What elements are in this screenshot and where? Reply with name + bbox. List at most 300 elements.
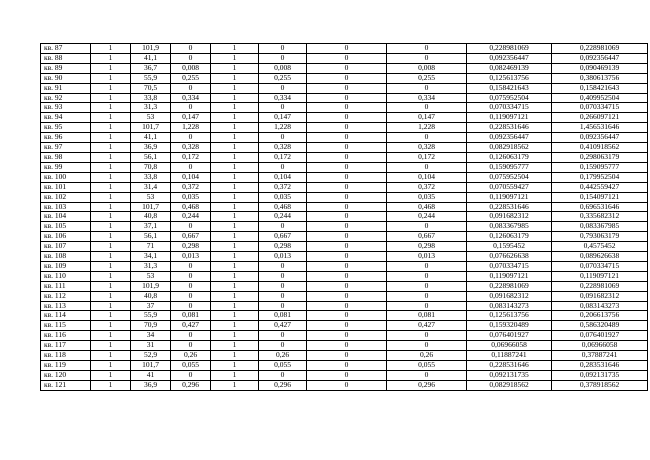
col-2-cell: 1: [91, 222, 131, 232]
col-4-cell: 0,147: [171, 113, 211, 123]
area-cell: 101,7: [131, 202, 171, 212]
col-6-cell: 0,372: [259, 182, 307, 192]
col-9-cell: 0,119097121: [467, 271, 552, 281]
table-row: [41, 162, 648, 172]
col-7-cell: 0: [307, 172, 387, 182]
col-5-cell: 1: [211, 281, 259, 291]
col-8-cell: 0,427: [387, 321, 467, 331]
col-8-cell: 0: [387, 222, 467, 232]
col-8-cell: 0,255: [387, 73, 467, 83]
col-5-cell: 1: [211, 370, 259, 380]
col-8-cell: 0,081: [387, 311, 467, 321]
total-cell: 0,4575452: [552, 242, 648, 252]
col-4-cell: 0: [171, 301, 211, 311]
col-9-cell: 0,1595452: [467, 242, 552, 252]
col-6-cell: 1,228: [259, 123, 307, 133]
area-cell: 56,1: [131, 232, 171, 242]
apartment-cell: кв. 100: [41, 172, 91, 182]
col-9-cell: 0,092356447: [467, 53, 552, 63]
area-cell: 31,4: [131, 182, 171, 192]
area-cell: 70,9: [131, 321, 171, 331]
area-cell: 31,3: [131, 261, 171, 271]
col-8-cell: 0,372: [387, 182, 467, 192]
col-7-cell: 0: [307, 370, 387, 380]
apartment-cell: кв. 118: [41, 351, 91, 361]
area-cell: 55,9: [131, 73, 171, 83]
total-cell: 0,158421643: [552, 83, 648, 93]
col-4-cell: 0,667: [171, 232, 211, 242]
col-9-cell: 0,091682312: [467, 212, 552, 222]
col-7-cell: 0: [307, 242, 387, 252]
col-8-cell: 0,26: [387, 351, 467, 361]
apartment-cell: кв. 92: [41, 93, 91, 103]
apartment-cell: кв. 90: [41, 73, 91, 83]
col-5-cell: 1: [211, 202, 259, 212]
col-7-cell: 0: [307, 44, 387, 54]
col-8-cell: 0,298: [387, 242, 467, 252]
col-4-cell: 0: [171, 261, 211, 271]
col-4-cell: 0: [171, 133, 211, 143]
col-6-cell: 0: [259, 44, 307, 54]
total-cell: 0,696531646: [552, 202, 648, 212]
col-8-cell: 0: [387, 103, 467, 113]
col-8-cell: 0,244: [387, 212, 467, 222]
col-9-cell: 0,06966058: [467, 341, 552, 351]
col-8-cell: 0,013: [387, 252, 467, 262]
col-7-cell: 0: [307, 152, 387, 162]
col-6-cell: 0,172: [259, 152, 307, 162]
total-cell: 0,070334715: [552, 261, 648, 271]
col-7-cell: 0: [307, 123, 387, 133]
col-6-cell: 0,328: [259, 143, 307, 153]
col-6-cell: 0: [259, 271, 307, 281]
col-2-cell: 1: [91, 252, 131, 262]
table-row: [41, 331, 648, 341]
apartment-cell: кв. 97: [41, 143, 91, 153]
col-7-cell: 0: [307, 321, 387, 331]
col-9-cell: 0,070334715: [467, 261, 552, 271]
col-2-cell: 1: [91, 152, 131, 162]
col-2-cell: 1: [91, 370, 131, 380]
col-4-cell: 0: [171, 281, 211, 291]
col-7-cell: 0: [307, 252, 387, 262]
table-row: [41, 93, 648, 103]
total-cell: 0,37887241: [552, 351, 648, 361]
col-2-cell: 1: [91, 261, 131, 271]
col-6-cell: 0,147: [259, 113, 307, 123]
col-7-cell: 0: [307, 113, 387, 123]
col-8-cell: 0,035: [387, 192, 467, 202]
col-4-cell: 0,26: [171, 351, 211, 361]
col-9-cell: 0,083367985: [467, 222, 552, 232]
col-6-cell: 0: [259, 291, 307, 301]
col-7-cell: 0: [307, 73, 387, 83]
col-7-cell: 0: [307, 93, 387, 103]
col-5-cell: 1: [211, 44, 259, 54]
col-4-cell: 0,427: [171, 321, 211, 331]
col-4-cell: 0: [171, 370, 211, 380]
area-cell: 36,7: [131, 63, 171, 73]
col-8-cell: 0,008: [387, 63, 467, 73]
col-5-cell: 1: [211, 162, 259, 172]
col-7-cell: 0: [307, 232, 387, 242]
col-6-cell: 0,334: [259, 93, 307, 103]
col-9-cell: 0,091682312: [467, 291, 552, 301]
apartment-cell: кв. 105: [41, 222, 91, 232]
col-6-cell: 0,667: [259, 232, 307, 242]
table-row: [41, 152, 648, 162]
col-6-cell: 0,055: [259, 361, 307, 371]
col-6-cell: 0,104: [259, 172, 307, 182]
col-5-cell: 1: [211, 291, 259, 301]
col-6-cell: 0: [259, 162, 307, 172]
col-2-cell: 1: [91, 83, 131, 93]
table-row: [41, 341, 648, 351]
col-2-cell: 1: [91, 73, 131, 83]
area-cell: 36,9: [131, 380, 171, 390]
area-cell: 41: [131, 370, 171, 380]
col-8-cell: 0,468: [387, 202, 467, 212]
col-5-cell: 1: [211, 103, 259, 113]
col-4-cell: 0: [171, 271, 211, 281]
col-9-cell: 0,125613756: [467, 311, 552, 321]
col-7-cell: 0: [307, 311, 387, 321]
apartment-cell: кв. 119: [41, 361, 91, 371]
apartment-cell: кв. 114: [41, 311, 91, 321]
col-6-cell: 0: [259, 83, 307, 93]
col-9-cell: 0,228531646: [467, 361, 552, 371]
table-row: [41, 212, 648, 222]
col-2-cell: 1: [91, 162, 131, 172]
col-7-cell: 0: [307, 351, 387, 361]
col-8-cell: 0: [387, 133, 467, 143]
table-row: [41, 351, 648, 361]
table-row: [41, 192, 648, 202]
col-5-cell: 1: [211, 252, 259, 262]
col-2-cell: 1: [91, 311, 131, 321]
table-row: [41, 271, 648, 281]
col-9-cell: 0,126063179: [467, 232, 552, 242]
col-9-cell: 0,126063179: [467, 152, 552, 162]
col-7-cell: 0: [307, 281, 387, 291]
table-row: [41, 63, 648, 73]
total-cell: 0,083367985: [552, 222, 648, 232]
col-6-cell: 0: [259, 341, 307, 351]
col-5-cell: 1: [211, 331, 259, 341]
table-row: [41, 83, 648, 93]
col-2-cell: 1: [91, 341, 131, 351]
total-cell: 0,586320489: [552, 321, 648, 331]
col-4-cell: 0: [171, 53, 211, 63]
col-7-cell: 0: [307, 380, 387, 390]
col-2-cell: 1: [91, 133, 131, 143]
apartment-cell: кв. 93: [41, 103, 91, 113]
col-9-cell: 0,228981069: [467, 44, 552, 54]
col-4-cell: 0: [171, 341, 211, 351]
col-4-cell: 0,035: [171, 192, 211, 202]
col-7-cell: 0: [307, 83, 387, 93]
apartment-cell: кв. 88: [41, 53, 91, 63]
total-cell: 0,409952504: [552, 93, 648, 103]
col-6-cell: 0,013: [259, 252, 307, 262]
col-4-cell: 0,296: [171, 380, 211, 390]
col-9-cell: 0,070334715: [467, 103, 552, 113]
col-7-cell: 0: [307, 291, 387, 301]
col-5-cell: 1: [211, 301, 259, 311]
col-8-cell: 0: [387, 261, 467, 271]
col-7-cell: 0: [307, 202, 387, 212]
total-cell: 0,159095777: [552, 162, 648, 172]
col-4-cell: 0,104: [171, 172, 211, 182]
area-cell: 36,9: [131, 143, 171, 153]
col-9-cell: 0,083143273: [467, 301, 552, 311]
area-cell: 70,5: [131, 83, 171, 93]
col-4-cell: 0,468: [171, 202, 211, 212]
total-cell: 0,119097121: [552, 271, 648, 281]
area-cell: 34: [131, 331, 171, 341]
col-9-cell: 0,092131735: [467, 370, 552, 380]
col-7-cell: 0: [307, 162, 387, 172]
col-5-cell: 1: [211, 261, 259, 271]
col-9-cell: 0,075952504: [467, 172, 552, 182]
col-8-cell: 0: [387, 291, 467, 301]
col-2-cell: 1: [91, 291, 131, 301]
table-row: [41, 222, 648, 232]
apartment-cell: кв. 121: [41, 380, 91, 390]
apartment-cell: кв. 106: [41, 232, 91, 242]
area-cell: 53: [131, 113, 171, 123]
col-2-cell: 1: [91, 361, 131, 371]
col-2-cell: 1: [91, 271, 131, 281]
col-6-cell: 0: [259, 370, 307, 380]
area-cell: 34,1: [131, 252, 171, 262]
col-9-cell: 0,082918562: [467, 380, 552, 390]
area-cell: 101,7: [131, 361, 171, 371]
apartment-cell: кв. 102: [41, 192, 91, 202]
col-9-cell: 0,076626638: [467, 252, 552, 262]
table-row: [41, 232, 648, 242]
col-4-cell: 0,334: [171, 93, 211, 103]
col-4-cell: 0: [171, 83, 211, 93]
col-8-cell: 0,667: [387, 232, 467, 242]
apartment-cell: кв. 108: [41, 252, 91, 262]
total-cell: 0,378918562: [552, 380, 648, 390]
col-5-cell: 1: [211, 93, 259, 103]
total-cell: 0,179952504: [552, 172, 648, 182]
col-4-cell: 0,255: [171, 73, 211, 83]
col-5-cell: 1: [211, 271, 259, 281]
col-2-cell: 1: [91, 53, 131, 63]
apartment-cell: кв. 89: [41, 63, 91, 73]
col-9-cell: 0,228981069: [467, 281, 552, 291]
total-cell: 0,283531646: [552, 361, 648, 371]
col-5-cell: 1: [211, 232, 259, 242]
col-2-cell: 1: [91, 172, 131, 182]
col-9-cell: 0,228531646: [467, 123, 552, 133]
col-9-cell: 0,158421643: [467, 83, 552, 93]
apartment-cell: кв. 110: [41, 271, 91, 281]
col-6-cell: 0: [259, 133, 307, 143]
apartment-cell: кв. 111: [41, 281, 91, 291]
table-row: [41, 44, 648, 54]
area-cell: 53: [131, 271, 171, 281]
col-9-cell: 0,075952504: [467, 93, 552, 103]
table-row: [41, 182, 648, 192]
col-2-cell: 1: [91, 93, 131, 103]
total-cell: 0,206613756: [552, 311, 648, 321]
table-row: [41, 370, 648, 380]
col-9-cell: 0,082918562: [467, 143, 552, 153]
table-row: [41, 123, 648, 133]
table-row: [41, 281, 648, 291]
col-5-cell: 1: [211, 341, 259, 351]
col-2-cell: 1: [91, 281, 131, 291]
table-row: [41, 113, 648, 123]
col-8-cell: 0,104: [387, 172, 467, 182]
col-4-cell: 0,298: [171, 242, 211, 252]
col-4-cell: 0,172: [171, 152, 211, 162]
total-cell: 0,083143273: [552, 301, 648, 311]
col-9-cell: 0,159095777: [467, 162, 552, 172]
col-7-cell: 0: [307, 222, 387, 232]
col-5-cell: 1: [211, 113, 259, 123]
col-8-cell: 0: [387, 370, 467, 380]
col-2-cell: 1: [91, 192, 131, 202]
col-7-cell: 0: [307, 301, 387, 311]
col-4-cell: 0,013: [171, 252, 211, 262]
apartment-cell: кв. 104: [41, 212, 91, 222]
total-cell: 0,793063179: [552, 232, 648, 242]
col-7-cell: 0: [307, 103, 387, 113]
col-4-cell: 0,244: [171, 212, 211, 222]
col-4-cell: 0: [171, 103, 211, 113]
col-9-cell: 0,119097121: [467, 192, 552, 202]
col-9-cell: 0,125613756: [467, 73, 552, 83]
col-6-cell: 0: [259, 301, 307, 311]
apartment-cell: кв. 99: [41, 162, 91, 172]
col-2-cell: 1: [91, 301, 131, 311]
col-4-cell: 0: [171, 291, 211, 301]
col-4-cell: 0: [171, 331, 211, 341]
col-4-cell: 0,055: [171, 361, 211, 371]
col-5-cell: 1: [211, 192, 259, 202]
apartment-cell: кв. 117: [41, 341, 91, 351]
area-cell: 101,7: [131, 123, 171, 133]
col-9-cell: 0,070559427: [467, 182, 552, 192]
col-7-cell: 0: [307, 341, 387, 351]
col-4-cell: 0: [171, 44, 211, 54]
col-2-cell: 1: [91, 351, 131, 361]
area-cell: 53: [131, 192, 171, 202]
apartment-cell: кв. 113: [41, 301, 91, 311]
apartment-cell: кв. 96: [41, 133, 91, 143]
total-cell: 0,410918562: [552, 143, 648, 153]
table-row: [41, 242, 648, 252]
col-2-cell: 1: [91, 380, 131, 390]
col-5-cell: 1: [211, 321, 259, 331]
table-row: [41, 73, 648, 83]
table-row: [41, 380, 648, 390]
apartment-cell: кв. 107: [41, 242, 91, 252]
col-6-cell: 0: [259, 261, 307, 271]
table-row: [41, 143, 648, 153]
total-cell: 0,154097121: [552, 192, 648, 202]
col-5-cell: 1: [211, 361, 259, 371]
col-2-cell: 1: [91, 182, 131, 192]
col-9-cell: 0,076401927: [467, 331, 552, 341]
table-row: [41, 53, 648, 63]
area-cell: 31,3: [131, 103, 171, 113]
col-6-cell: 0: [259, 53, 307, 63]
table-row: [41, 321, 648, 331]
apartment-cell: кв. 115: [41, 321, 91, 331]
col-2-cell: 1: [91, 63, 131, 73]
col-2-cell: 1: [91, 123, 131, 133]
col-6-cell: 0: [259, 222, 307, 232]
col-2-cell: 1: [91, 331, 131, 341]
area-cell: 41,1: [131, 53, 171, 63]
area-cell: 101,9: [131, 281, 171, 291]
col-2-cell: 1: [91, 44, 131, 54]
total-cell: 0,092356447: [552, 133, 648, 143]
area-cell: 101,9: [131, 44, 171, 54]
table-row: [41, 261, 648, 271]
total-cell: 0,070334715: [552, 103, 648, 113]
col-5-cell: 1: [211, 222, 259, 232]
col-9-cell: 0,11887241: [467, 351, 552, 361]
area-cell: 55,9: [131, 311, 171, 321]
total-cell: 0,090469139: [552, 63, 648, 73]
col-4-cell: 0,008: [171, 63, 211, 73]
col-7-cell: 0: [307, 192, 387, 202]
table-row: [41, 301, 648, 311]
area-cell: 33,8: [131, 93, 171, 103]
area-cell: 71: [131, 242, 171, 252]
col-7-cell: 0: [307, 212, 387, 222]
col-2-cell: 1: [91, 232, 131, 242]
col-4-cell: 1,228: [171, 123, 211, 133]
col-5-cell: 1: [211, 152, 259, 162]
total-cell: 0,228981069: [552, 281, 648, 291]
col-7-cell: 0: [307, 361, 387, 371]
col-7-cell: 0: [307, 143, 387, 153]
col-8-cell: 0: [387, 53, 467, 63]
col-6-cell: 0,008: [259, 63, 307, 73]
col-6-cell: 0,244: [259, 212, 307, 222]
col-5-cell: 1: [211, 83, 259, 93]
area-cell: 40,8: [131, 291, 171, 301]
apartment-cell: кв. 101: [41, 182, 91, 192]
col-8-cell: 0: [387, 83, 467, 93]
col-5-cell: 1: [211, 133, 259, 143]
table-row: [41, 133, 648, 143]
apartment-cell: кв. 98: [41, 152, 91, 162]
area-cell: 41,1: [131, 133, 171, 143]
col-4-cell: 0,081: [171, 311, 211, 321]
col-6-cell: 0,255: [259, 73, 307, 83]
apartment-cell: кв. 87: [41, 44, 91, 54]
col-5-cell: 1: [211, 63, 259, 73]
table-row: [41, 172, 648, 182]
apartment-cell: кв. 94: [41, 113, 91, 123]
col-9-cell: 0,228531646: [467, 202, 552, 212]
total-cell: 0,228981069: [552, 44, 648, 54]
col-2-cell: 1: [91, 143, 131, 153]
total-cell: 0,092131735: [552, 370, 648, 380]
col-2-cell: 1: [91, 202, 131, 212]
total-cell: 0,298063179: [552, 152, 648, 162]
total-cell: 0,266097121: [552, 113, 648, 123]
